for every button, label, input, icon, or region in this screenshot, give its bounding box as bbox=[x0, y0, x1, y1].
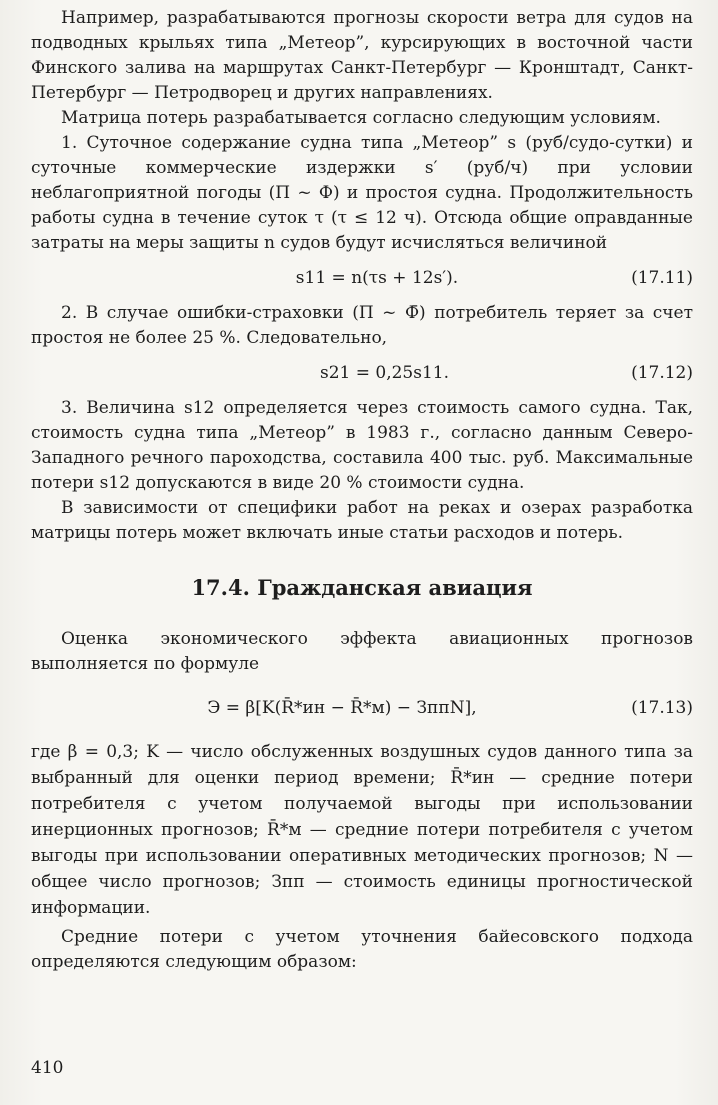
paragraph-specifics bbox=[31, 496, 693, 546]
paragraph-condition-1-text: 1. Суточное содержание судна типа „Метеор” s (руб/судо-сутки) и суточные коммерческие издержки s′ (руб/ч) при условии неблагоприятной погоды (П ~ Ф) и простоя судна. Продолжительность работы судна в течение суток τ (τ ≤ 12 ч). Отсюда общие оправданные затраты на меры защиты n судов будут исчисляться величиной bbox=[31, 133, 693, 253]
formula-17-12 bbox=[31, 351, 693, 396]
formula-17-12-expression: s21 = 0,25s11. bbox=[319, 363, 450, 383]
paragraph-where bbox=[31, 739, 693, 921]
paragraph-bayes-text: Средние потери с учетом уточнения байесовского подхода определяются следующим образом: bbox=[31, 927, 693, 972]
paragraph-condition-2 bbox=[31, 301, 693, 351]
formula-17-11-expression: s11 = n(τs + 12s′). bbox=[295, 268, 459, 288]
paragraph-condition-3-text: 3. Величина s12 определяется через стоимость самого судна. Так, стоимость судна типа „Метеор” в 1983 г., согласно данным Северо-Западного речного пароходства, составила 400 тыс. руб. Максимальные потери s12 допускаются в виде 20 % стоимости судна. bbox=[31, 398, 693, 493]
formula-17-13 bbox=[31, 677, 693, 739]
paragraph-condition-3 bbox=[31, 396, 693, 496]
paragraph-intro-text: Например, разрабатываются прогнозы скорости ветра для судов на подводных крыльях типа „Метеор”, курсирующих в восточной части Финского залива на маршрутах Санкт-Петербург — Кронштадт, Санкт-Петербург — Петродворец и других направлениях. bbox=[31, 8, 693, 103]
section-heading: 17.4. Гражданская авиация bbox=[191, 575, 533, 600]
paragraph-condition-1 bbox=[31, 131, 693, 256]
paragraph-evaluation bbox=[31, 627, 693, 677]
paragraph-specifics-text: В зависимости от специфики работ на реках и озерах разработка матрицы потерь может включать иные статьи расходов и потерь. bbox=[31, 498, 693, 543]
paragraph-condition-2-text: 2. В случае ошибки-страховки (П ~ Ф̄) потребитель теряет за счет простоя не более 25 %. Следовательно, bbox=[31, 303, 693, 348]
formula-17-13-expression: Э = β[K(R̄*ин − R̄*м) − ЗппN], bbox=[207, 698, 477, 718]
paragraph-matrix-text: Матрица потерь разрабатывается согласно следующим условиям. bbox=[61, 108, 661, 128]
page-number: 410 bbox=[31, 1058, 64, 1078]
page-body bbox=[31, 6, 693, 975]
formula-17-11 bbox=[31, 256, 693, 301]
paragraph-intro bbox=[31, 6, 693, 106]
paragraph-where-text: где β = 0,3; K — число обслуженных воздушных судов данного типа за выбранный для оценки период времени; R̄*ин — средние потери потребителя с учетом получаемой выгоды при использовании инерционных прогнозов; R̄*м — средние потери потребителя с учетом выгоды при использовании оперативных методических прогнозов; N — общее число прогнозов; Зпп — стоимость единицы прогностической информации. bbox=[31, 742, 693, 918]
paragraph-bayes bbox=[31, 925, 693, 975]
paragraph-evaluation-text: Оценка экономического эффекта авиационных прогнозов выполняется по формуле bbox=[31, 629, 693, 674]
paragraph-matrix bbox=[31, 106, 693, 131]
formula-17-13-number: (17.13) bbox=[631, 698, 693, 718]
formula-17-12-number: (17.12) bbox=[631, 363, 693, 383]
formula-17-11-number: (17.11) bbox=[631, 268, 693, 288]
